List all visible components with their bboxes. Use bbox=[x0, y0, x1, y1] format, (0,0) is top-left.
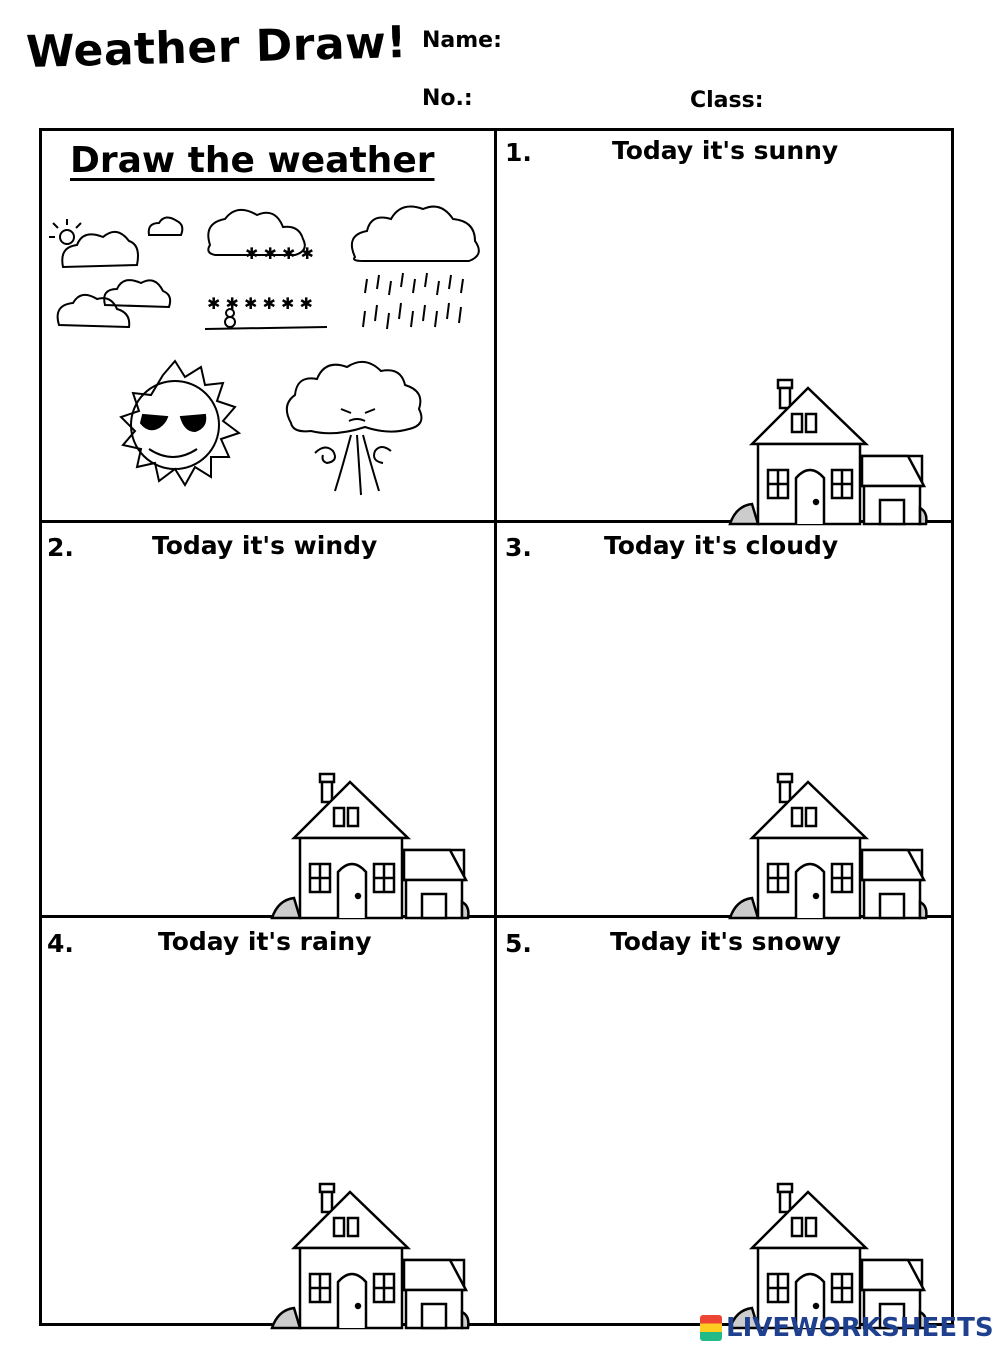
task-4-number: 4. bbox=[47, 929, 74, 958]
intro-heading: Draw the weather bbox=[70, 140, 435, 181]
task-4-prompt: Today it's rainy bbox=[158, 927, 372, 956]
task-3-prompt: Today it's cloudy bbox=[604, 531, 839, 560]
number-label: No.: bbox=[422, 86, 473, 111]
house-icon bbox=[728, 772, 928, 942]
partly-cloudy-icon bbox=[49, 217, 182, 327]
task-1-number: 1. bbox=[505, 138, 532, 167]
brand-text: LIVEWORKSHEETS bbox=[726, 1313, 994, 1343]
name-label: Name: bbox=[422, 28, 502, 53]
sunny-icon bbox=[121, 361, 239, 485]
task-1-prompt: Today it's sunny bbox=[612, 136, 839, 165]
windy-icon bbox=[287, 362, 422, 495]
snowy-icon bbox=[205, 210, 327, 329]
class-label: Class: bbox=[690, 88, 764, 113]
weather-examples-illustration bbox=[45, 195, 490, 510]
rainy-icon bbox=[352, 207, 479, 329]
task-3-number: 3. bbox=[505, 533, 532, 562]
house-icon bbox=[270, 772, 470, 942]
liveworksheets-logo[interactable] bbox=[700, 1313, 994, 1343]
task-2-number: 2. bbox=[47, 533, 74, 562]
house-icon bbox=[728, 378, 928, 548]
task-5-number: 5. bbox=[505, 929, 532, 958]
task-5-prompt: Today it's snowy bbox=[610, 927, 841, 956]
liveworksheets-mark-icon bbox=[700, 1315, 722, 1341]
task-2-prompt: Today it's windy bbox=[152, 531, 378, 560]
house-icon bbox=[270, 1182, 470, 1352]
worksheet-title: Weather Draw! bbox=[25, 17, 408, 78]
svg-text:✱ ✱ ✱ ✱ ✱ ✱: ✱ ✱ ✱ ✱ ✱ ✱ bbox=[207, 294, 313, 313]
svg-text:✱ ✱ ✱ ✱: ✱ ✱ ✱ ✱ bbox=[245, 244, 314, 263]
